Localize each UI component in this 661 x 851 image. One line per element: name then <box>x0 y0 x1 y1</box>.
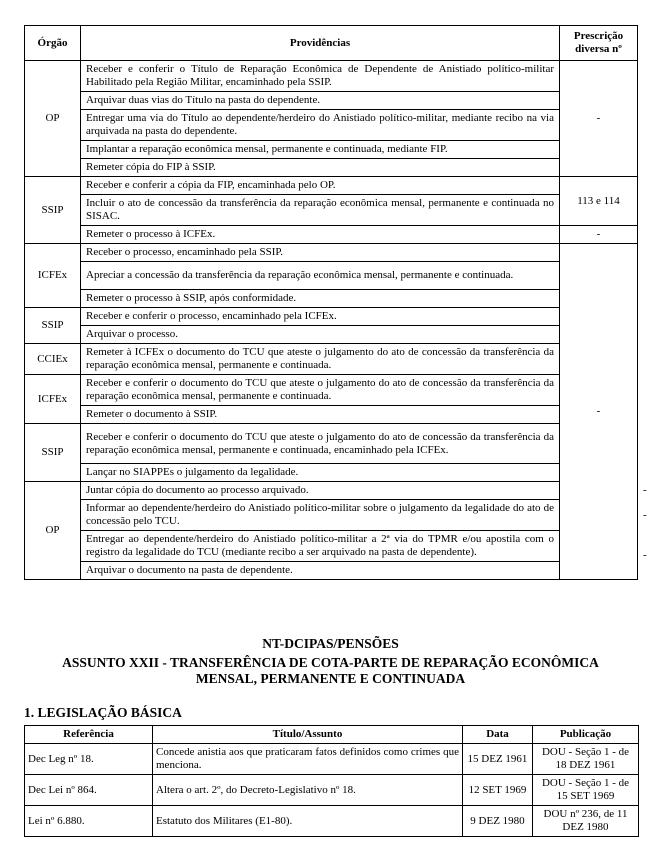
table-row <box>25 159 638 177</box>
providencia-cell: Entregar uma via do Título ao dependente/herdeiro do Anistiado político-militar, mediante recibo na via arquivada na pasta do dependente. <box>81 110 560 141</box>
header-publicacao: Publicação <box>533 726 639 744</box>
table-row <box>25 141 638 159</box>
table-row: Entregar ao dependente/herdeiro do Anistiado político-militar a 2ª via do TPMR e/ou apostila com o registro da legalidade do TCU (mediante recibo a ser arquivado na pasta de dependente). - <box>25 531 638 562</box>
header-prescricao: Prescrição diversa nº <box>560 26 638 61</box>
table-row <box>25 226 638 244</box>
providencia-cell: Apreciar a concessão da transferência da reparação econômica mensal, permanente e continuada. <box>81 262 560 290</box>
providencia-cell: Remeter à ICFEx o documento do TCU que ateste o julgamento do ato de concessão da transferência da reparação econômica mensal, permanente e continuada. <box>81 344 560 375</box>
legislacao-table-body <box>25 744 639 837</box>
header-titulo: Título/Assunto <box>153 726 463 744</box>
titulo-cell: Estatuto dos Militares (E1-80). <box>153 806 463 837</box>
data-cell: 15 DEZ 1961 <box>463 744 533 775</box>
orgao-cell: ICFEx <box>25 244 81 308</box>
orgao-cell: SSIP <box>25 308 81 344</box>
providencia-cell: Lançar no SIAPPEs o julgamento da legalidade. <box>81 464 560 482</box>
assunto-title-line2: MENSAL, PERMANENTE E CONTINUADA <box>195 671 466 686</box>
table-row <box>25 195 638 226</box>
table-row <box>25 406 638 424</box>
publicacao-cell: DOU - Seção 1 - de 18 DEZ 1961 <box>533 744 639 775</box>
table-row <box>25 375 638 406</box>
orgao-cell: OP <box>25 482 81 580</box>
publicacao-cell: DOU nº 236, de 11 DEZ 1980 <box>533 806 639 837</box>
table-row <box>25 61 638 92</box>
table-row <box>25 326 638 344</box>
header-referencia: Referência <box>25 726 153 744</box>
providencia-cell: Receber e conferir a cópia da FIP, encaminhada pelo OP. <box>81 177 560 195</box>
titulo-cell: Altera o art. 2º, do Decreto-Legislativo nº 18. <box>153 775 463 806</box>
table-row <box>25 177 638 195</box>
orgao-cell: OP <box>25 61 81 177</box>
orgao-cell: ICFEx <box>25 375 81 424</box>
providencia-cell: Remeter cópia do FIP à SSIP. <box>81 159 560 177</box>
table-row: OP Juntar cópia do documento ao processo arquivado. - <box>25 482 638 500</box>
assunto-title-line1: ASSUNTO XXII - TRANSFERÊNCIA DE COTA-PARTE DE REPARAÇÃO ECONÔMICA <box>62 655 599 670</box>
providencia-cell: Implantar a reparação econômica mensal, permanente e continuada, mediante FIP. <box>81 141 560 159</box>
providencia-cell: Receber e conferir o documento do TCU que ateste o julgamento do ato de concessão da transferência da reparação econômica mensal, permanente e continuada, encaminhado pela ICFEx. <box>81 424 560 464</box>
table-row <box>25 424 638 464</box>
table-row <box>25 92 638 110</box>
providencia-cell: Receber o processo, encaminhado pela SSIP. <box>81 244 560 262</box>
providencia-cell: Incluir o ato de concessão da transferência da reparação econômica mensal, permanente e continuada no SISAC. <box>81 195 560 226</box>
titulo-cell: Concede anistia aos que praticaram fatos definidos como crimes que menciona. <box>153 744 463 775</box>
providencia-cell: Remeter o documento à SSIP. <box>81 406 560 424</box>
providencia-cell: Entregar ao dependente/herdeiro do Anistiado político-militar a 2ª via do TPMR e/ou apostila com o registro da legalidade do TCU (mediante recibo a ser arquivado na pasta de dependente). <box>81 531 560 562</box>
providencia-cell: Arquivar o documento na pasta de dependente. <box>81 562 560 580</box>
publicacao-cell: DOU - Seção 1 - de 15 SET 1969 <box>533 775 639 806</box>
providencia-cell: Arquivar duas vias do Título na pasta do dependente. <box>81 92 560 110</box>
providencia-cell: Receber e conferir o Título de Reparação Econômica de Dependente de Anistiado político-militar Habilitado pela Região Militar, encaminhado pela SSIP. <box>81 61 560 92</box>
table-row <box>25 562 638 580</box>
section-title: 1. LEGISLAÇÃO BÁSICA <box>24 705 182 720</box>
prescricao-cell: - <box>560 244 638 580</box>
table-row <box>25 806 639 837</box>
header-data: Data <box>463 726 533 744</box>
data-cell: 12 SET 1969 <box>463 775 533 806</box>
referencia-cell: Dec Leg nº 18. <box>25 744 153 775</box>
providencias-table-body <box>25 61 647 580</box>
orgao-cell: CCIEx <box>25 344 81 375</box>
referencia-cell: Dec Lei nº 864. <box>25 775 153 806</box>
table-header-row <box>25 726 639 744</box>
providencia-cell: Arquivar o processo. <box>81 326 560 344</box>
providencia-cell: Remeter o processo à ICFEx. <box>81 226 560 244</box>
table-row <box>25 262 638 290</box>
table-row <box>25 308 638 326</box>
header-orgao: Órgão <box>25 26 81 61</box>
providencias-table <box>24 25 647 580</box>
table-row <box>25 344 638 375</box>
table-row <box>25 110 638 141</box>
table-row: Informar ao dependente/herdeiro do Anistiado político-militar sobre o julgamento da legalidade do ato de concessão pelo TCU. - <box>25 500 638 531</box>
prescricao-cell: - <box>560 226 638 244</box>
referencia-cell: Lei nº 6.880. <box>25 806 153 837</box>
providencia-cell: Receber e conferir o documento do TCU que ateste o julgamento do ato de concessão da transferência da reparação econômica mensal, permanente e continuada. <box>81 375 560 406</box>
table-row <box>25 464 638 482</box>
table-row <box>25 290 638 308</box>
prescricao-cell: 113 e 114 <box>560 177 638 226</box>
table-row <box>25 244 638 262</box>
orgao-cell: SSIP <box>25 177 81 244</box>
providencia-cell: Remeter o processo à SSIP, após conformidade. <box>81 290 560 308</box>
table-row <box>25 775 639 806</box>
legislacao-table <box>24 725 639 837</box>
providencia-cell: Informar ao dependente/herdeiro do Anistiado político-militar sobre o julgamento da legalidade do ato de concessão pelo TCU. <box>81 500 560 531</box>
orgao-cell: SSIP <box>25 424 81 482</box>
document-code: NT-DCIPAS/PENSÕES <box>262 636 399 651</box>
providencia-cell: Juntar cópia do documento ao processo arquivado. <box>81 482 560 500</box>
prescricao-cell: - <box>560 61 638 177</box>
table-row <box>25 744 639 775</box>
table-header-row <box>25 26 638 61</box>
header-providencias: Providências <box>81 26 560 61</box>
data-cell: 9 DEZ 1980 <box>463 806 533 837</box>
providencia-cell: Receber e conferir o processo, encaminhado pela ICFEx. <box>81 308 560 326</box>
